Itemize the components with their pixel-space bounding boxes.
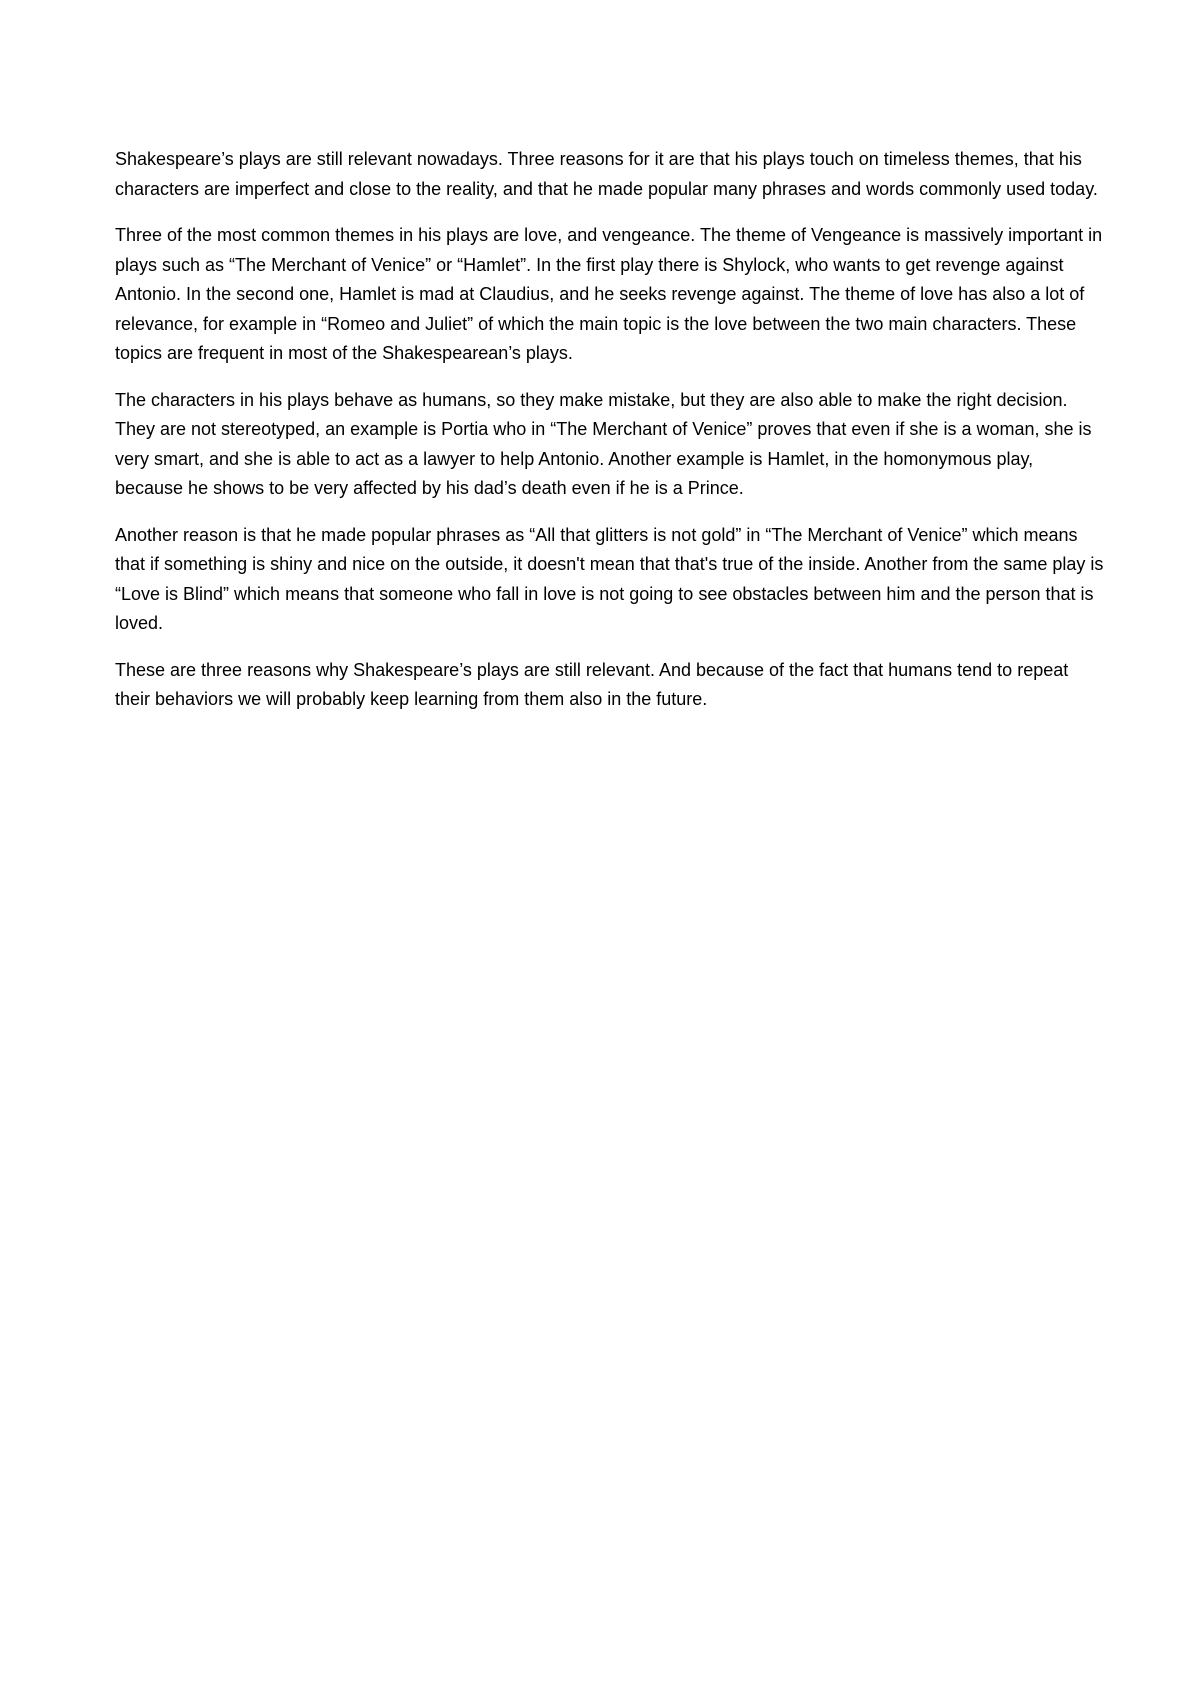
paragraph-conclusion: These are three reasons why Shakespeare’s plays are still relevant. And because of the fact that humans tend to repeat their behaviors we will probably keep learning from them also in the future. <box>115 659 1069 709</box>
paragraph-intro: Shakespeare’s plays are still relevant nowadays. Three reasons for it are that his plays touch on timeless themes, that his characters are imperfect and close to the reality, and that he made popular many phrases and words commonly used today. <box>115 149 1098 199</box>
document-body <box>115 145 1105 732</box>
paragraph-phrases: Another reason is that he made popular phrases as “All that glitters is not gold” in “The Merchant of Venice” which means that if something is shiny and nice on the outside, it doesn't mean that that's true of the inside. Another from the same play is “Love is Blind” which means that someone who fall in love is not going to see obstacles between him and the person that is loved. <box>115 524 1104 633</box>
paragraph-themes: Three of the most common themes in his plays are love, and vengeance. The theme of Vengeance is massively important in plays such as “The Merchant of Venice” or “Hamlet”. In the first play there is Shylock, who wants to get revenge against Antonio. In the second one, Hamlet is mad at Claudius, and he seeks revenge against. The theme of love has also a lot of relevance, for example in “Romeo and Juliet” of which the main topic is the love between the two main characters. These topics are frequent in most of the Shakespearean’s plays. <box>115 225 1103 363</box>
paragraph-characters: The characters in his plays behave as humans, so they make mistake, but they are also able to make the right decision. They are not stereotyped, an example is Portia who in “The Merchant of Venice” proves that even if she is a woman, she is very smart, and she is able to act as a lawyer to help Antonio. Another example is Hamlet, in the homonymous play, because he shows to be very affected by his dad’s death even if he is a Prince. <box>115 389 1092 498</box>
